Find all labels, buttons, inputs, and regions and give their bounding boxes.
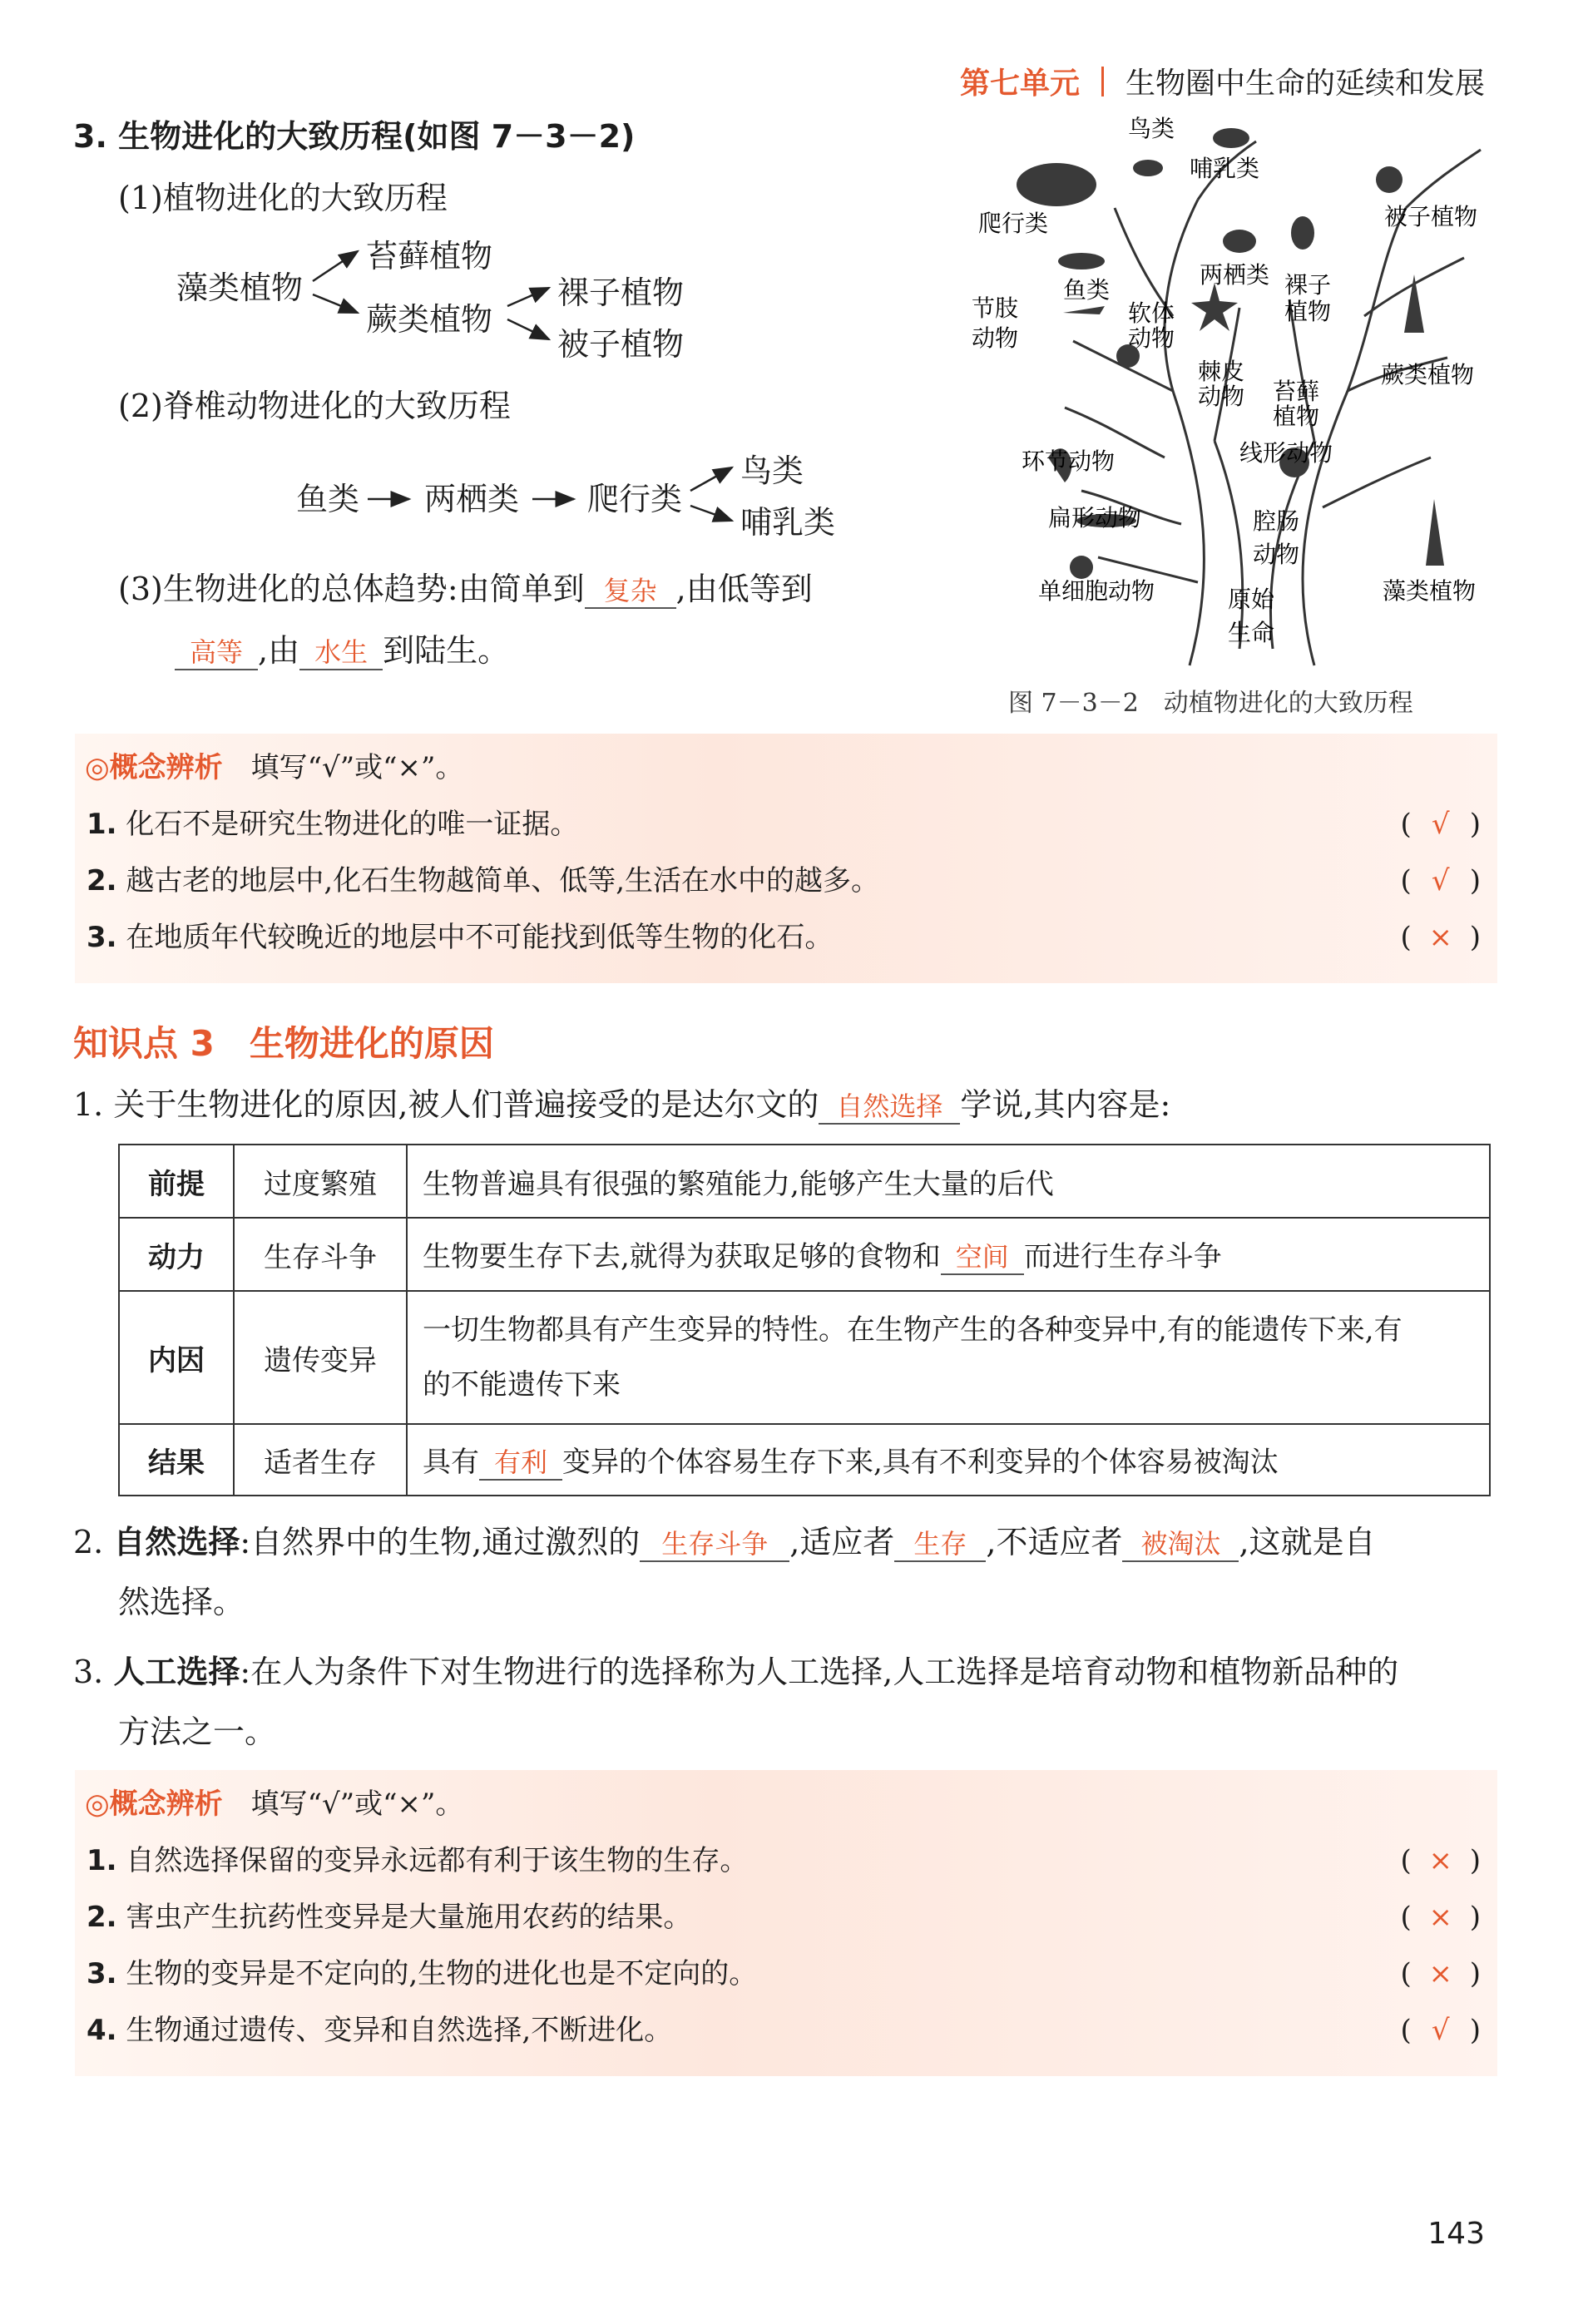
figure-caption: 图 7－3－2 动植物进化的大致历程 (1008, 689, 1413, 718)
panel2-item-2 (87, 1896, 691, 1938)
panel1-item-1 (87, 804, 578, 845)
tree-label: 鸟类 (1128, 115, 1175, 142)
evolution-tree-figure (965, 108, 1514, 674)
tree-label: 植物 (1273, 403, 1320, 430)
plant-fern: 蕨类植物 (366, 301, 493, 338)
panel1-answer-1: ( √ ) (1400, 804, 1481, 845)
panel1-title-rest: 填写“√”或“×”。 (250, 751, 464, 784)
table-row (119, 1218, 1490, 1291)
desc-text-a: 具有 (423, 1446, 479, 1479)
animal-reptile: 爬行类 (587, 481, 683, 517)
panel2-title-mark: ◎概念辨析 (85, 1788, 223, 1821)
q3-text-a: :在人为条件下对生物进行的选择称为人工选择,人工选择是培育动物和植物新品种的 (240, 1654, 1399, 1690)
tree-label: 单细胞动物 (1038, 577, 1155, 605)
tree-label: 两栖类 (1200, 261, 1270, 289)
s3-p3-line2 (175, 629, 509, 672)
unit-label: 第七单元 (959, 67, 1080, 101)
table-cell-desc (407, 1218, 1490, 1291)
table-cell-key: 动力 (119, 1218, 234, 1291)
item-number: 1. (87, 808, 117, 841)
concept-check-panel-2 (75, 1770, 1497, 2076)
tree-label: 动物 (1198, 383, 1245, 410)
q1-text-b: 学说,其内容是: (960, 1086, 1171, 1123)
blank-space: 空间 (941, 1240, 1024, 1275)
table-cell-value: 适者生存 (234, 1424, 407, 1496)
q2-text-a: :自然界中的生物,通过激烈的 (240, 1524, 641, 1560)
panel1-title (85, 747, 463, 789)
table-cell-value: 过度繁殖 (234, 1145, 407, 1218)
animal-fish: 鱼类 (296, 481, 360, 517)
animal-amphibian: 两栖类 (424, 481, 520, 517)
p3-text-d: 到陆生。 (383, 632, 510, 669)
tree-label: 节肢 (972, 294, 1019, 322)
q2-term: 自然选择 (113, 1524, 240, 1560)
item-number: 2. (87, 1901, 117, 1934)
panel2-title-rest: 填写“√”或“×”。 (250, 1788, 464, 1821)
tree-label: 裸子 (1284, 271, 1332, 299)
panel2-answer-1: ( × ) (1400, 1840, 1481, 1881)
desc-text-a: 生物要生存下去,就得为获取足够的食物和 (423, 1240, 941, 1273)
q2-text-c: ,不适应者 (986, 1524, 1123, 1560)
desc-line-2: 的不能遗传下来 (423, 1368, 621, 1402)
p3-text-c: ,由 (258, 632, 300, 669)
tree-label: 线形动物 (1239, 439, 1333, 467)
answer-mark: √ (1431, 864, 1450, 897)
q3-line-2: 方法之一。 (118, 1713, 277, 1750)
table-cell-desc (407, 1424, 1490, 1496)
q3-term: 人工选择 (113, 1654, 240, 1690)
blank-favorable: 有利 (479, 1446, 562, 1481)
tree-label: 环节动物 (1022, 447, 1116, 475)
answer-mark: × (1428, 1957, 1452, 1990)
desc-text-b: 变异的个体容易生存下来,具有不利变异的个体容易被淘汰 (562, 1446, 1279, 1479)
q2-text-d: ,这就是自 (1239, 1524, 1376, 1560)
p3-text-a: (3)生物进化的总体趋势:由简单到 (118, 571, 585, 607)
item-text: 生物通过遗传、变异和自然选择,不断进化。 (126, 2014, 673, 2047)
item-text: 自然选择保留的变异永远都有利于该生物的生存。 (126, 1844, 749, 1877)
blank-natural-selection: 自然选择 (819, 1090, 960, 1125)
tree-label: 动物 (1253, 541, 1300, 568)
blank-complex: 复杂 (585, 574, 676, 609)
panel2-answer-4: ( √ ) (1400, 2010, 1481, 2051)
section-heading: 知识点 3 生物进化的原因 (73, 1023, 494, 1064)
animal-bird: 鸟类 (740, 452, 804, 489)
q3-line-1 (73, 1650, 1398, 1694)
tree-label: 动物 (972, 324, 1019, 352)
tree-label: 腔肠 (1253, 507, 1300, 535)
table-cell-desc (407, 1291, 1490, 1424)
blank-eliminated: 被淘汰 (1122, 1527, 1239, 1562)
q2-text-b: ,适应者 (789, 1524, 895, 1560)
q2-number: 2. (73, 1524, 104, 1560)
desc-line-1: 一切生物都具有产生变异的特性。在生物产生的各种变异中,有的能遗传下来,有 (423, 1313, 1403, 1347)
table-row (119, 1145, 1490, 1218)
blank-aquatic: 水生 (299, 635, 383, 670)
tree-label: 软体 (1128, 299, 1175, 327)
s3-p2: (2)脊椎动物进化的大致历程 (118, 388, 511, 424)
q1-text-a: 1. 关于生物进化的原因,被人们普遍接受的是达尔文的 (73, 1086, 819, 1123)
blank-struggle: 生存斗争 (640, 1527, 789, 1562)
q2-line-1 (73, 1520, 1376, 1564)
answer-mark: × (1428, 1901, 1452, 1934)
plant-algae: 藻类植物 (176, 269, 304, 306)
animal-mammal: 哺乳类 (740, 504, 836, 541)
blank-survive: 生存 (894, 1527, 986, 1562)
item-text: 越古老的地层中,化石生物越简单、低等,生活在水中的越多。 (126, 864, 880, 897)
answer-mark: × (1428, 1844, 1452, 1877)
q3-number: 3. (73, 1654, 104, 1690)
tree-label: 棘皮 (1198, 358, 1245, 385)
answer-mark: √ (1431, 2014, 1450, 2047)
table-cell-key: 内因 (119, 1291, 234, 1424)
tree-label: 爬行类 (978, 210, 1049, 237)
panel1-title-mark: ◎概念辨析 (85, 751, 223, 784)
panel2-answer-3: ( × ) (1400, 1953, 1481, 1995)
item-text: 在地质年代较晚近的地层中不可能找到低等生物的化石。 (126, 921, 834, 954)
s3-p3-line1 (118, 567, 813, 611)
item-text: 生物的变异是不定向的,生物的进化也是不定向的。 (126, 1957, 758, 1990)
panel2-item-4 (87, 2010, 672, 2051)
panel2-title (85, 1783, 463, 1825)
q2-line-2: 然选择。 (118, 1584, 245, 1620)
tree-label: 动物 (1128, 324, 1175, 352)
plant-moss: 苔藓植物 (366, 238, 493, 274)
p3-text-b: ,由低等到 (675, 571, 813, 607)
item-text: 化石不是研究生物进化的唯一证据。 (126, 808, 579, 841)
table-cell-value: 生存斗争 (234, 1218, 407, 1291)
page-number: 143 (1427, 2217, 1485, 2251)
tree-label: 生命 (1228, 619, 1275, 646)
panel2-item-1 (87, 1840, 748, 1881)
panel1-answer-2: ( √ ) (1400, 860, 1481, 902)
table-cell-value: 遗传变异 (234, 1291, 407, 1424)
tree-label: 植物 (1284, 298, 1332, 325)
concept-check-panel-1 (75, 734, 1497, 983)
unit-topic: 生物圈中生命的延续和发展 (1125, 67, 1485, 101)
item-number: 3. (87, 1957, 117, 1990)
plant-angio: 被子植物 (557, 326, 685, 363)
panel1-item-3 (87, 917, 833, 958)
s3-title: 3. 生物进化的大致历程(如图 7－3－2) (73, 118, 636, 155)
table-row (119, 1424, 1490, 1496)
item-number: 2. (87, 864, 117, 897)
panel1-item-2 (87, 860, 879, 902)
darwin-table (118, 1144, 1491, 1496)
table-cell-key: 前提 (119, 1145, 234, 1218)
tree-label: 鱼类 (1063, 276, 1111, 304)
panel2-answer-2: ( × ) (1400, 1896, 1481, 1938)
table-cell-key: 结果 (119, 1424, 234, 1496)
table-cell-desc: 生物普遍具有很强的繁殖能力,能够产生大量的后代 (407, 1145, 1490, 1218)
s3-p1: (1)植物进化的大致历程 (118, 180, 448, 216)
item-number: 1. (87, 1844, 117, 1877)
tree-label: 被子植物 (1384, 203, 1478, 230)
tree-label: 蕨类植物 (1381, 361, 1475, 388)
tree-label: 哺乳类 (1190, 155, 1260, 182)
table-row (119, 1291, 1490, 1424)
blank-advanced: 高等 (175, 635, 258, 670)
panel1-answer-3: ( × ) (1400, 917, 1481, 958)
tree-label: 扁形动物 (1048, 504, 1142, 532)
q1-line (73, 1083, 1170, 1126)
plant-gymno: 裸子植物 (557, 274, 685, 311)
desc-text-b: 而进行生存斗争 (1023, 1240, 1222, 1273)
tree-label: 藻类植物 (1383, 577, 1477, 605)
item-number: 4. (87, 2014, 117, 2047)
item-number: 3. (87, 921, 117, 954)
answer-mark: × (1428, 921, 1452, 954)
tree-label: 苔藓 (1273, 378, 1320, 405)
tree-label: 原始 (1228, 586, 1275, 613)
panel2-item-3 (87, 1953, 757, 1995)
answer-mark: √ (1431, 808, 1450, 841)
item-text: 害虫产生抗药性变异是大量施用农药的结果。 (126, 1901, 692, 1934)
